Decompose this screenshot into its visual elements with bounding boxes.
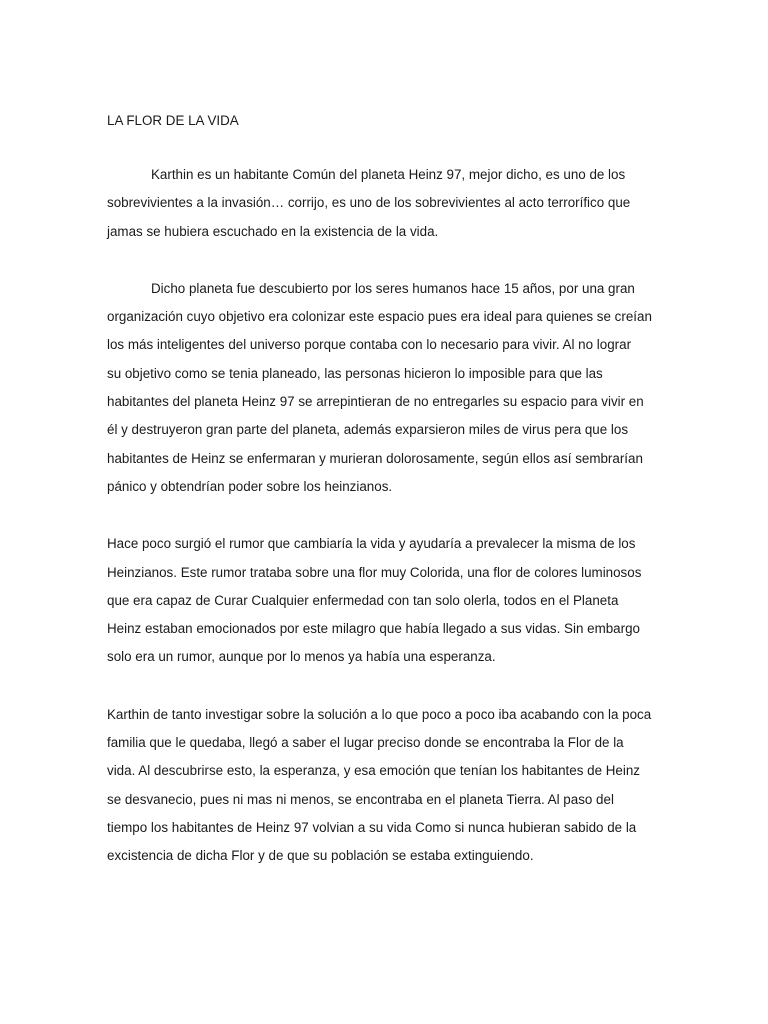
paragraph-line: habitantes de Heinz se enfermaran y murieran dolorosamente, según ellos así sembrarían [107,450,643,466]
paragraph-line: familia que le quedaba, llegó a saber el lugar preciso donde se encontraba la Flor de la [107,735,624,751]
paragraph-line: los más inteligentes del universo porque contaba con lo necesario para vivir. Al no lograr [107,337,632,353]
paragraph-line: organización cuyo objetivo era colonizar este espacio pues era ideal para quienes se creían [107,309,652,325]
paragraph-line: Dicho planeta fue descubierto por los seres humanos hace 15 años, por una gran [151,280,635,296]
paragraph-line: Karthin de tanto investigar sobre la solución a lo que poco a poco iba acabando con la poca [107,706,652,722]
paragraph-line: Hace poco surgió el rumor que cambiaría la vida y ayudaría a prevalecer la misma de los [107,536,636,552]
document-body [107,109,663,900]
paragraph-line: él y destruyeron gran parte del planeta, además exparsieron miles de virus pera que los [107,422,629,438]
paragraph-line: Karthin es un habitante Común del planeta Heinz 97, mejor dicho, es uno de los [151,167,626,182]
paragraph-line: jamas se hubiera escuchado en la existencia de la vida. [107,223,439,239]
paragraph-4 [107,701,663,871]
document-title: LA FLOR DE LA VIDA [107,113,239,128]
paragraph-1 [107,161,663,246]
paragraph-line: se desvanecio, pues ni mas ni menos, se encontraba en el planeta Tierra. Al paso del [107,791,614,807]
paragraph-line: habitantes del planeta Heinz 97 se arrepintieran de no entregarles su espacio para vivir en [107,394,644,410]
paragraph-line: Heinzianos. Este rumor trataba sobre una flor muy Colorida, una flor de colores luminosos [107,564,642,580]
paragraph-line: Heinz estaban emocionados por este milagro que había llegado a sus vidas. Sin embargo [107,621,640,637]
paragraph-line: excistencia de dicha Flor y de que su población se estaba extinguiendo. [107,848,534,864]
paragraph-line: su objetivo como se tenia planeado, las personas hicieron lo imposible para que las [107,365,603,381]
paragraph-line: sobrevivientes a la invasión… corrijo, es uno de los sobrevivientes al acto terrorífico que [107,195,631,211]
paragraph-line: pánico y obtendrían poder sobre los heinzianos. [107,478,393,494]
paragraph-line: solo era un rumor, aunque por lo menos ya había una esperanza. [107,649,496,665]
paragraph-line: vida. Al descubrirse esto, la esperanza, y esa emoción que tenían los habitantes de Heinz [107,763,640,779]
paragraph-2 [107,275,663,501]
paragraph-line: tiempo los habitantes de Heinz 97 volvian a su vida Como si nunca hubieran sabido de la [107,819,637,835]
paragraph-line: que era capaz de Curar Cualquier enfermedad con tan solo olerla, todos en el Planeta [107,592,619,608]
paragraph-3 [107,530,663,671]
